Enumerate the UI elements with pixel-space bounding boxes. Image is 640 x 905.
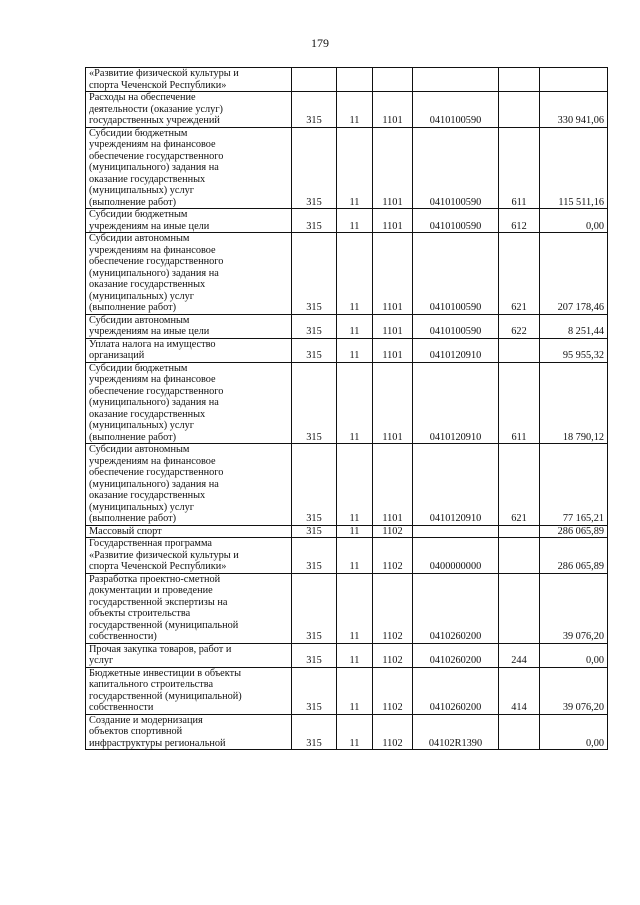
ministry-code-cell: 315 [292,127,337,209]
item-name-line: оказание государственных [89,279,206,290]
ministry-code-cell: 315 [292,714,337,750]
item-name-line: капитального строительства [89,679,214,690]
section-code-cell: 11 [337,667,373,714]
subsection-code-cell: 1101 [373,338,413,362]
target-article-cell: 0410120910 [413,338,499,362]
item-name-line: услуг [89,655,114,666]
item-name-cell [86,714,292,750]
target-article-cell [413,525,499,538]
section-code-cell: 11 [337,362,373,444]
ministry-code-cell: 315 [292,525,337,538]
item-name-line: документации и проведение [89,585,213,596]
table-row [86,714,608,750]
item-name-line: Массовый спорт [89,525,162,537]
budget-table [85,67,608,750]
target-article-cell: 0410260200 [413,573,499,643]
expense-type-cell: 622 [499,314,540,338]
amount-cell: 77 165,21 [540,444,608,526]
item-name-line: спорта Чеченской Республики» [89,561,227,572]
item-name-line: деятельности (оказание услуг) [89,103,223,115]
item-name-cell [86,667,292,714]
ministry-code-cell: 315 [292,362,337,444]
budget-table-body [86,68,608,750]
item-name-line: Создание и модернизация [89,714,203,726]
item-name-line: (выполнение работ) [89,196,177,208]
subsection-code-cell [373,68,413,92]
target-article-cell: 0410260200 [413,667,499,714]
table-row [86,538,608,574]
ministry-code-cell: 315 [292,643,337,667]
subsection-code-cell: 1102 [373,538,413,574]
item-name-line: объектов спортивной [89,726,183,737]
item-name-line: собственности [89,702,154,713]
section-code-cell: 11 [337,643,373,667]
target-article-cell: 0400000000 [413,538,499,574]
table-row [86,338,608,362]
table-row [86,362,608,444]
amount-cell: 39 076,20 [540,667,608,714]
item-name-line: Субсидии бюджетным [89,127,188,139]
table-row [86,92,608,128]
amount-cell: 95 955,32 [540,338,608,362]
amount-cell [540,68,608,92]
table-row [86,525,608,538]
ministry-code-cell: 315 [292,233,337,315]
section-code-cell: 11 [337,573,373,643]
item-name-line: (муниципальных) услуг [89,290,194,302]
item-name-line: объекты строительства [89,608,191,619]
target-article-cell: 0410260200 [413,643,499,667]
item-name-line: обеспечение государственного [89,150,224,162]
item-name-cell [86,314,292,338]
expense-type-cell: 621 [499,233,540,315]
amount-cell: 286 065,89 [540,525,608,538]
item-name-cell [86,127,292,209]
table-row [86,444,608,526]
item-name-line: Государственная программа [89,538,212,549]
item-name-line: оказание государственных [89,173,206,185]
target-article-cell [413,68,499,92]
ministry-code-cell [292,68,337,92]
target-article-cell: 0410100590 [413,314,499,338]
table-row [86,209,608,233]
ministry-code-cell: 315 [292,92,337,128]
ministry-code-cell: 315 [292,573,337,643]
item-name-cell [86,68,292,92]
ministry-code-cell: 315 [292,538,337,574]
ministry-code-cell: 315 [292,338,337,362]
amount-cell: 330 941,06 [540,92,608,128]
subsection-code-cell: 1101 [373,127,413,209]
amount-cell: 115 511,16 [540,127,608,209]
item-name-line: «Развитие физической культуры и [89,549,239,561]
item-name-cell [86,209,292,233]
ministry-code-cell: 315 [292,314,337,338]
table-row [86,667,608,714]
table-row [86,68,608,92]
amount-cell: 18 790,12 [540,362,608,444]
item-name-cell [86,643,292,667]
item-name-line: (выполнение работ) [89,431,177,443]
item-name-line: «Развитие физической культуры и [89,68,239,79]
item-name-line: обеспечение государственного [89,256,224,267]
item-name-line: (выполнение работ) [89,302,177,313]
table-row [86,573,608,643]
item-name-line: Субсидии бюджетным [89,362,188,374]
expense-type-cell: 612 [499,209,540,233]
item-name-line: Разработка проектно-сметной [89,573,221,585]
item-name-line: учреждениям на иные цели [89,220,210,232]
item-name-line: Прочая закупка товаров, работ и [89,643,232,655]
ministry-code-cell: 315 [292,209,337,233]
expense-type-cell [499,538,540,574]
subsection-code-cell: 1101 [373,444,413,526]
amount-cell: 0,00 [540,209,608,233]
item-name-line: (муниципального) задания на [89,162,219,173]
expense-type-cell [499,525,540,538]
item-name-line: Уплата налога на имущество [89,338,216,350]
item-name-line: учреждениям на финансовое [89,374,216,385]
subsection-code-cell: 1102 [373,525,413,538]
item-name-cell [86,444,292,526]
section-code-cell: 11 [337,525,373,538]
section-code-cell: 11 [337,233,373,315]
item-name-line: Субсидии автономным [89,233,190,244]
expense-type-cell [499,68,540,92]
expense-type-cell [499,92,540,128]
expense-type-cell [499,714,540,750]
item-name-cell [86,525,292,538]
item-name-line: оказание государственных [89,490,206,501]
target-article-cell: 0410120910 [413,444,499,526]
target-article-cell: 04102R1390 [413,714,499,750]
item-name-line: обеспечение государственного [89,385,224,397]
subsection-code-cell: 1102 [373,643,413,667]
item-name-cell [86,573,292,643]
section-code-cell: 11 [337,127,373,209]
subsection-code-cell: 1101 [373,362,413,444]
item-name-line: (муниципального) задания на [89,478,219,490]
item-name-line: государственной (муниципальной [89,619,239,631]
item-name-cell [86,92,292,128]
section-code-cell: 11 [337,314,373,338]
table-row [86,643,608,667]
section-code-cell: 11 [337,714,373,750]
item-name-line: Субсидии автономным [89,444,190,455]
item-name-cell [86,538,292,574]
item-name-line: Бюджетные инвестиции в объекты [89,667,242,679]
ministry-code-cell: 315 [292,444,337,526]
item-name-line: обеспечение государственного [89,467,224,478]
subsection-code-cell: 1102 [373,667,413,714]
expense-type-cell: 621 [499,444,540,526]
target-article-cell: 0410100590 [413,127,499,209]
amount-cell: 8 251,44 [540,314,608,338]
item-name-line: Субсидии бюджетным [89,209,188,220]
item-name-line: государственной экспертизы на [89,596,228,608]
expense-type-cell: 414 [499,667,540,714]
expense-type-cell: 611 [499,362,540,444]
item-name-line: (выполнение работ) [89,513,177,524]
subsection-code-cell: 1101 [373,233,413,315]
item-name-line: учреждениям на финансовое [89,244,216,256]
item-name-line: Субсидии автономным [89,314,190,326]
expense-type-cell [499,573,540,643]
subsection-code-cell: 1101 [373,314,413,338]
expense-type-cell: 611 [499,127,540,209]
target-article-cell: 0410120910 [413,362,499,444]
section-code-cell: 11 [337,209,373,233]
item-name-cell [86,233,292,315]
amount-cell: 286 065,89 [540,538,608,574]
target-article-cell: 0410100590 [413,92,499,128]
item-name-line: организаций [89,350,145,361]
expense-type-cell: 244 [499,643,540,667]
item-name-line: учреждениям на финансовое [89,139,216,150]
subsection-code-cell: 1102 [373,714,413,750]
section-code-cell: 11 [337,92,373,128]
page-number: 179 [311,36,329,50]
amount-cell: 207 178,46 [540,233,608,315]
item-name-line: государственных учреждений [89,115,220,126]
item-name-line: (муниципальных) услуг [89,420,194,431]
item-name-line: собственности) [89,631,157,642]
item-name-line: государственной (муниципальной) [89,690,242,702]
item-name-line: (муниципальных) услуг [89,501,194,513]
table-row [86,127,608,209]
item-name-cell [86,362,292,444]
expense-type-cell [499,338,540,362]
subsection-code-cell: 1102 [373,573,413,643]
amount-cell: 39 076,20 [540,573,608,643]
amount-cell: 0,00 [540,643,608,667]
item-name-line: учреждениям на иные цели [89,326,210,337]
subsection-code-cell: 1101 [373,209,413,233]
target-article-cell: 0410100590 [413,233,499,315]
section-code-cell: 11 [337,338,373,362]
item-name-line: оказание государственных [89,408,206,420]
item-name-cell [86,338,292,362]
section-code-cell: 11 [337,538,373,574]
item-name-line: (муниципальных) услуг [89,185,194,196]
item-name-line: Расходы на обеспечение [89,92,196,103]
target-article-cell: 0410100590 [413,209,499,233]
item-name-line: спорта Чеченской Республики» [89,79,227,91]
section-code-cell: 11 [337,444,373,526]
item-name-line: (муниципального) задания на [89,397,219,408]
item-name-line: (муниципального) задания на [89,267,219,279]
item-name-line: инфраструктуры региональной [89,737,226,749]
ministry-code-cell: 315 [292,667,337,714]
table-row [86,233,608,315]
amount-cell: 0,00 [540,714,608,750]
subsection-code-cell: 1101 [373,92,413,128]
table-row [86,314,608,338]
section-code-cell [337,68,373,92]
item-name-line: учреждениям на финансовое [89,455,216,467]
